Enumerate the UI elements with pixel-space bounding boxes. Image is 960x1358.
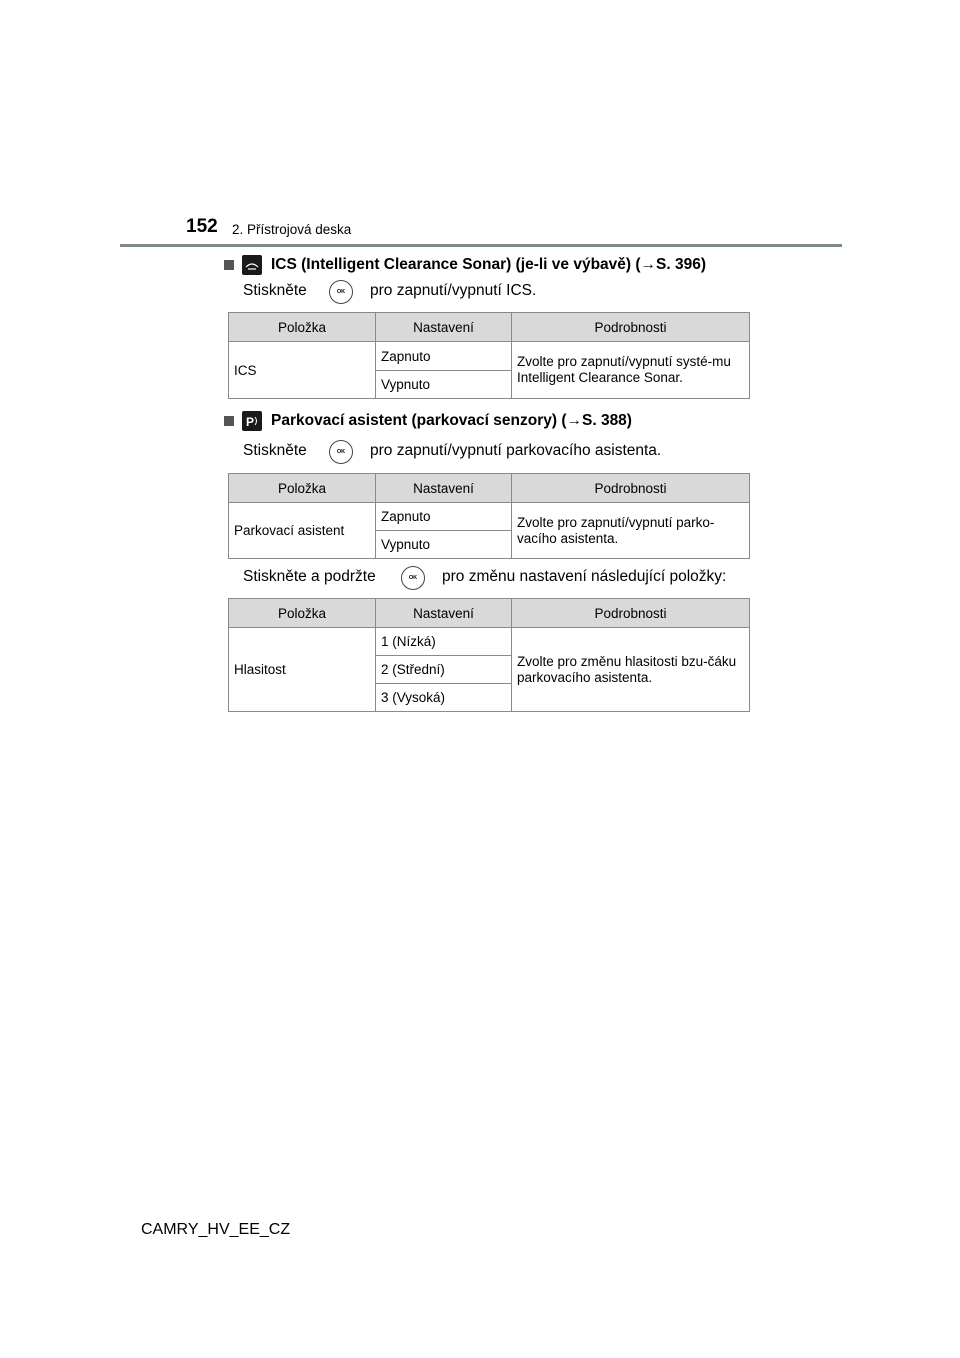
ok-button-icon: OK xyxy=(401,566,425,590)
column-header: Položka xyxy=(229,313,376,342)
column-header: Nastavení xyxy=(376,599,512,628)
column-header: Nastavení xyxy=(376,474,512,503)
setting-cell: Vypnuto xyxy=(376,371,512,399)
setting-cell: 3 (Vysoká) xyxy=(376,684,512,712)
volume-settings-table xyxy=(228,598,750,712)
square-bullet-icon xyxy=(224,260,234,270)
instruction-text: Stiskněte xyxy=(243,442,307,459)
setting-cell: 1 (Nízká) xyxy=(376,628,512,656)
details-cell: Zvolte pro zapnutí/vypnutí systé-mu Intelligent Clearance Sonar. xyxy=(512,342,750,399)
setting-cell: Zapnuto xyxy=(376,503,512,531)
item-cell: ICS xyxy=(229,342,376,399)
instruction-text: Stiskněte a podržte xyxy=(243,568,376,585)
setting-cell: 2 (Střední) xyxy=(376,656,512,684)
header-rule xyxy=(120,244,842,247)
column-header: Nastavení xyxy=(376,313,512,342)
ok-button-icon: OK xyxy=(329,280,353,304)
column-header: Položka xyxy=(229,474,376,503)
item-cell: Hlasitost xyxy=(229,628,376,712)
instruction-text: pro zapnutí/vypnutí parkovacího asistenta. xyxy=(370,442,662,459)
chapter-title: 2. Přístrojová deska xyxy=(232,222,352,237)
setting-cell: Vypnuto xyxy=(376,531,512,559)
ics-settings-table xyxy=(228,312,750,399)
item-cell: Parkovací asistent xyxy=(229,503,376,559)
parking-assist-icon xyxy=(242,411,262,431)
page-number: 152 xyxy=(186,216,218,237)
column-header: Podrobnosti xyxy=(512,474,750,503)
column-header: Podrobnosti xyxy=(512,313,750,342)
parking-assist-table xyxy=(228,473,750,559)
ok-button-icon: OK xyxy=(329,440,353,464)
document-code: CAMRY_HV_EE_CZ xyxy=(141,1221,291,1238)
section-heading-parking xyxy=(224,411,632,431)
details-cell: Zvolte pro zapnutí/vypnutí parko-vacího asistenta. xyxy=(512,503,750,559)
sonar-icon xyxy=(242,255,262,275)
column-header: Podrobnosti xyxy=(512,599,750,628)
section-heading-text: ICS (Intelligent Clearance Sonar) (je-li ve výbavě) (→S. 396) xyxy=(271,256,706,273)
svg-text:P: P xyxy=(246,415,255,429)
instruction-text: pro změnu nastavení následující položky: xyxy=(442,568,727,585)
column-header: Položka xyxy=(229,599,376,628)
section-heading-ics xyxy=(224,255,706,275)
instruction-text: Stiskněte xyxy=(243,282,307,299)
details-cell: Zvolte pro změnu hlasitosti bzu-čáku parkovacího asistenta. xyxy=(512,628,750,712)
instruction-text: pro zapnutí/vypnutí ICS. xyxy=(370,282,537,299)
section-heading-text: Parkovací asistent (parkovací senzory) (→S. 388) xyxy=(271,412,632,429)
setting-cell: Zapnuto xyxy=(376,342,512,371)
square-bullet-icon xyxy=(224,416,234,426)
